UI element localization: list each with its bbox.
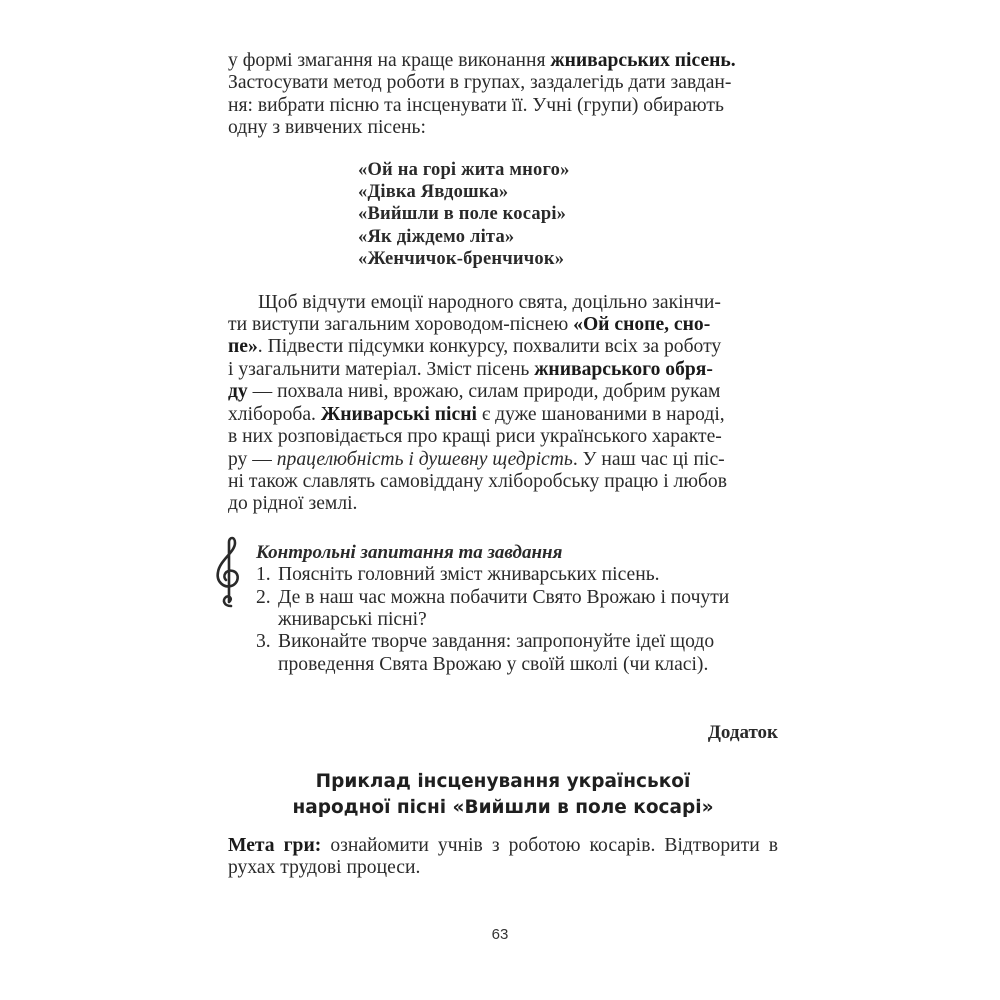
intro-paragraph: у формі змагання на краще виконання жниварських пісень. Застосувати метод роботи в групах, заздалегідь дати завдан- ня: вибрати пісню та інсценувати її. Учні (групи) обирають одну з вивчених пісень:: [228, 50, 736, 139]
song-item: «Ой на горі жита много»: [358, 159, 570, 180]
song-item: «Вийшли в поле косарі»: [358, 204, 567, 225]
bold-term: жниварських пісень.: [550, 50, 736, 71]
song-item: «Дівка Явдошка»: [358, 182, 509, 203]
song-item: «Як діждемо літа»: [358, 226, 515, 247]
goal-paragraph: Мета гри: ознайомити учнів з роботою косарів. Відтворити в рухах трудові процеси.: [228, 834, 778, 878]
questions-title: Контрольні запитання та завдання: [256, 541, 563, 563]
page-number: 63: [491, 926, 509, 943]
question-item: 3. Виконайте творче завдання: запропонуйте ідеї щодо проведення Свята Врожаю у своїй школі (чи класі).: [256, 631, 715, 675]
song-list: [228, 159, 778, 271]
question-item: 2. Де в наш час можна побачити Свято Врожаю і почути жниварські пісні?: [256, 586, 730, 630]
control-questions: [228, 542, 778, 676]
song-item: «Женчичок-бренчичок»: [358, 249, 565, 270]
appendix-heading: Приклад інсценування української народної пісні «Вийшли в поле косарі»: [292, 770, 714, 818]
question-item: 1. Поясніть головний зміст жниварських пісень.: [256, 564, 660, 586]
questions-list: [228, 564, 778, 676]
appendix-label: Додаток: [707, 722, 778, 744]
page-content: [228, 50, 778, 879]
conclusion-paragraph: Щоб відчути емоції народного свята, доцільно закінчи- ти виступи загальним хороводом-піснею «Ой снопе, сно- пе». Підвести підсумки конкурсу, похвалити всіх за роботу і узагальнити матеріал. Зміст пісень жниварського обря- ду — похвала ниві, врожаю, силам природи, добрим рукам хлібороба. Жниварські пісні є дуже шанованими в народі, в них розповідається про кращі риси українського характе- ру — працелюбність і душевну щедрість. У наш час ці піс- ні також славлять самовіддану хліборобську працю і любов до рідної землі.: [228, 291, 727, 515]
